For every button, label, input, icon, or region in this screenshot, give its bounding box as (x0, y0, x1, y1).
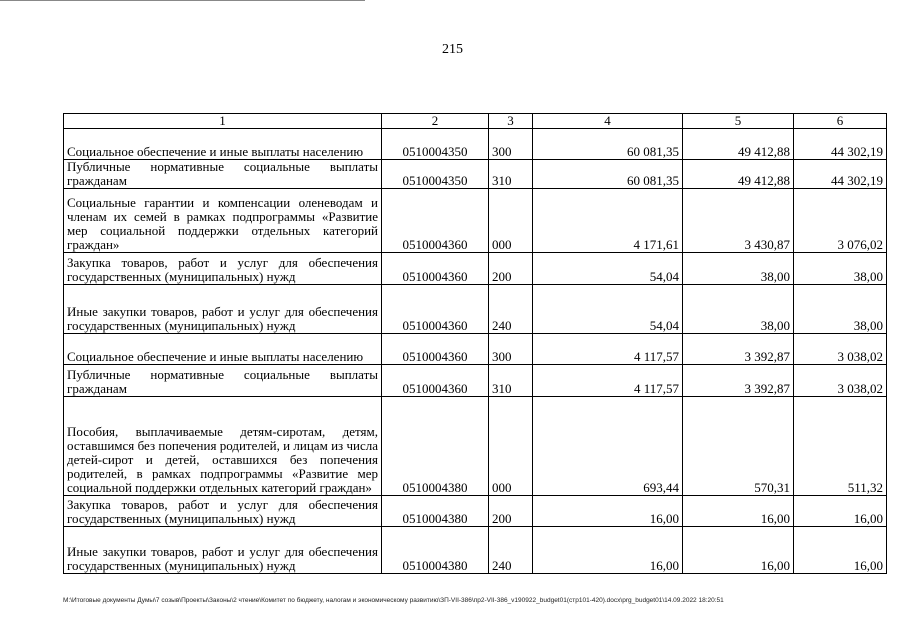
table-row (64, 189, 887, 253)
amount-col4-cell: 16,00 (533, 527, 683, 574)
amount-col5-cell: 38,00 (683, 253, 794, 285)
amount-col6-cell: 44 302,19 (794, 129, 887, 160)
row-name-cell: Социальное обеспечение и иные выплаты населению (64, 129, 382, 160)
table-header-row (64, 114, 887, 129)
row-name-cell: Иные закупки товаров, работ и услуг для обеспечения государственных (муниципальных) нужд (64, 527, 382, 574)
amount-col6-cell: 16,00 (794, 527, 887, 574)
row-name-cell: Публичные нормативные социальные выплаты гражданам (64, 365, 382, 397)
table-row (64, 496, 887, 527)
row-name-cell: Социальные гарантии и компенсации оленеводам и членам их семей в рамках подпрограммы «Развитие мер социальной поддержки отдельных категорий граждан» (64, 189, 382, 253)
amount-col6-cell: 16,00 (794, 496, 887, 527)
amount-col5-cell: 3 430,87 (683, 189, 794, 253)
target-article-cell: 0510004360 (382, 334, 489, 365)
target-article-cell: 0510004350 (382, 129, 489, 160)
table-row (64, 160, 887, 189)
target-article-cell: 0510004380 (382, 397, 489, 496)
target-article-cell: 0510004350 (382, 160, 489, 189)
table-row (64, 397, 887, 496)
amount-col4-cell: 4 117,57 (533, 334, 683, 365)
amount-col6-cell: 3 038,02 (794, 365, 887, 397)
table-row (64, 365, 887, 397)
amount-col5-cell: 49 412,88 (683, 160, 794, 189)
target-article-cell: 0510004380 (382, 496, 489, 527)
target-article-cell: 0510004360 (382, 285, 489, 334)
table-row (64, 285, 887, 334)
amount-col5-cell: 3 392,87 (683, 334, 794, 365)
table-row (64, 253, 887, 285)
amount-col6-cell: 38,00 (794, 285, 887, 334)
amount-col4-cell: 54,04 (533, 285, 683, 334)
table-row (64, 527, 887, 574)
expense-type-cell: 000 (489, 189, 533, 253)
amount-col4-cell: 60 081,35 (533, 129, 683, 160)
amount-col5-cell: 570,31 (683, 397, 794, 496)
amount-col5-cell: 3 392,87 (683, 365, 794, 397)
document-path-footer: M:\Итоговые документы Думы\7 созыв\Проекты\Законы\2 чтение\Комитет по бюджету, налогам и экономическому развитию\ЗП-VII-386\пр2-VII-386_v190922_budget01(стр101-420).docx\prg_budget01\14.09.2022 18:20:51 (63, 597, 724, 604)
row-name-cell: Закупка товаров, работ и услуг для обеспечения государственных (муниципальных) нужд (64, 496, 382, 527)
column-header: 3 (489, 114, 533, 129)
amount-col6-cell: 44 302,19 (794, 160, 887, 189)
table-row (64, 334, 887, 365)
budget-table (63, 113, 887, 574)
expense-type-cell: 300 (489, 334, 533, 365)
top-rule (0, 0, 365, 1)
amount-col4-cell: 60 081,35 (533, 160, 683, 189)
row-name-cell: Публичные нормативные социальные выплаты гражданам (64, 160, 382, 189)
expense-type-cell: 300 (489, 129, 533, 160)
target-article-cell: 0510004380 (382, 527, 489, 574)
column-header: 5 (683, 114, 794, 129)
amount-col5-cell: 16,00 (683, 527, 794, 574)
amount-col6-cell: 38,00 (794, 253, 887, 285)
amount-col5-cell: 16,00 (683, 496, 794, 527)
amount-col6-cell: 3 038,02 (794, 334, 887, 365)
expense-type-cell: 310 (489, 160, 533, 189)
amount-col6-cell: 3 076,02 (794, 189, 887, 253)
column-header: 4 (533, 114, 683, 129)
expense-type-cell: 000 (489, 397, 533, 496)
column-header: 2 (382, 114, 489, 129)
row-name-cell: Социальное обеспечение и иные выплаты населению (64, 334, 382, 365)
amount-col4-cell: 4 117,57 (533, 365, 683, 397)
amount-col5-cell: 49 412,88 (683, 129, 794, 160)
expense-type-cell: 200 (489, 253, 533, 285)
expense-type-cell: 200 (489, 496, 533, 527)
expense-type-cell: 310 (489, 365, 533, 397)
row-name-cell: Пособия, выплачиваемые детям-сиротам, детям, оставшимся без попечения родителей, и лицам из числа детей-сирот и детей, оставшихся без попечения родителей, в рамках подпрограммы «Развитие мер социальной поддержки отдельных категорий граждан» (64, 397, 382, 496)
table-row (64, 129, 887, 160)
target-article-cell: 0510004360 (382, 253, 489, 285)
row-name-cell: Закупка товаров, работ и услуг для обеспечения государственных (муниципальных) нужд (64, 253, 382, 285)
amount-col4-cell: 54,04 (533, 253, 683, 285)
amount-col4-cell: 16,00 (533, 496, 683, 527)
row-name-cell: Иные закупки товаров, работ и услуг для обеспечения государственных (муниципальных) нужд (64, 285, 382, 334)
column-header: 1 (64, 114, 382, 129)
amount-col6-cell: 511,32 (794, 397, 887, 496)
page-number: 215 (442, 42, 463, 57)
target-article-cell: 0510004360 (382, 189, 489, 253)
amount-col4-cell: 693,44 (533, 397, 683, 496)
expense-type-cell: 240 (489, 285, 533, 334)
amount-col4-cell: 4 171,61 (533, 189, 683, 253)
target-article-cell: 0510004360 (382, 365, 489, 397)
amount-col5-cell: 38,00 (683, 285, 794, 334)
column-header: 6 (794, 114, 887, 129)
expense-type-cell: 240 (489, 527, 533, 574)
